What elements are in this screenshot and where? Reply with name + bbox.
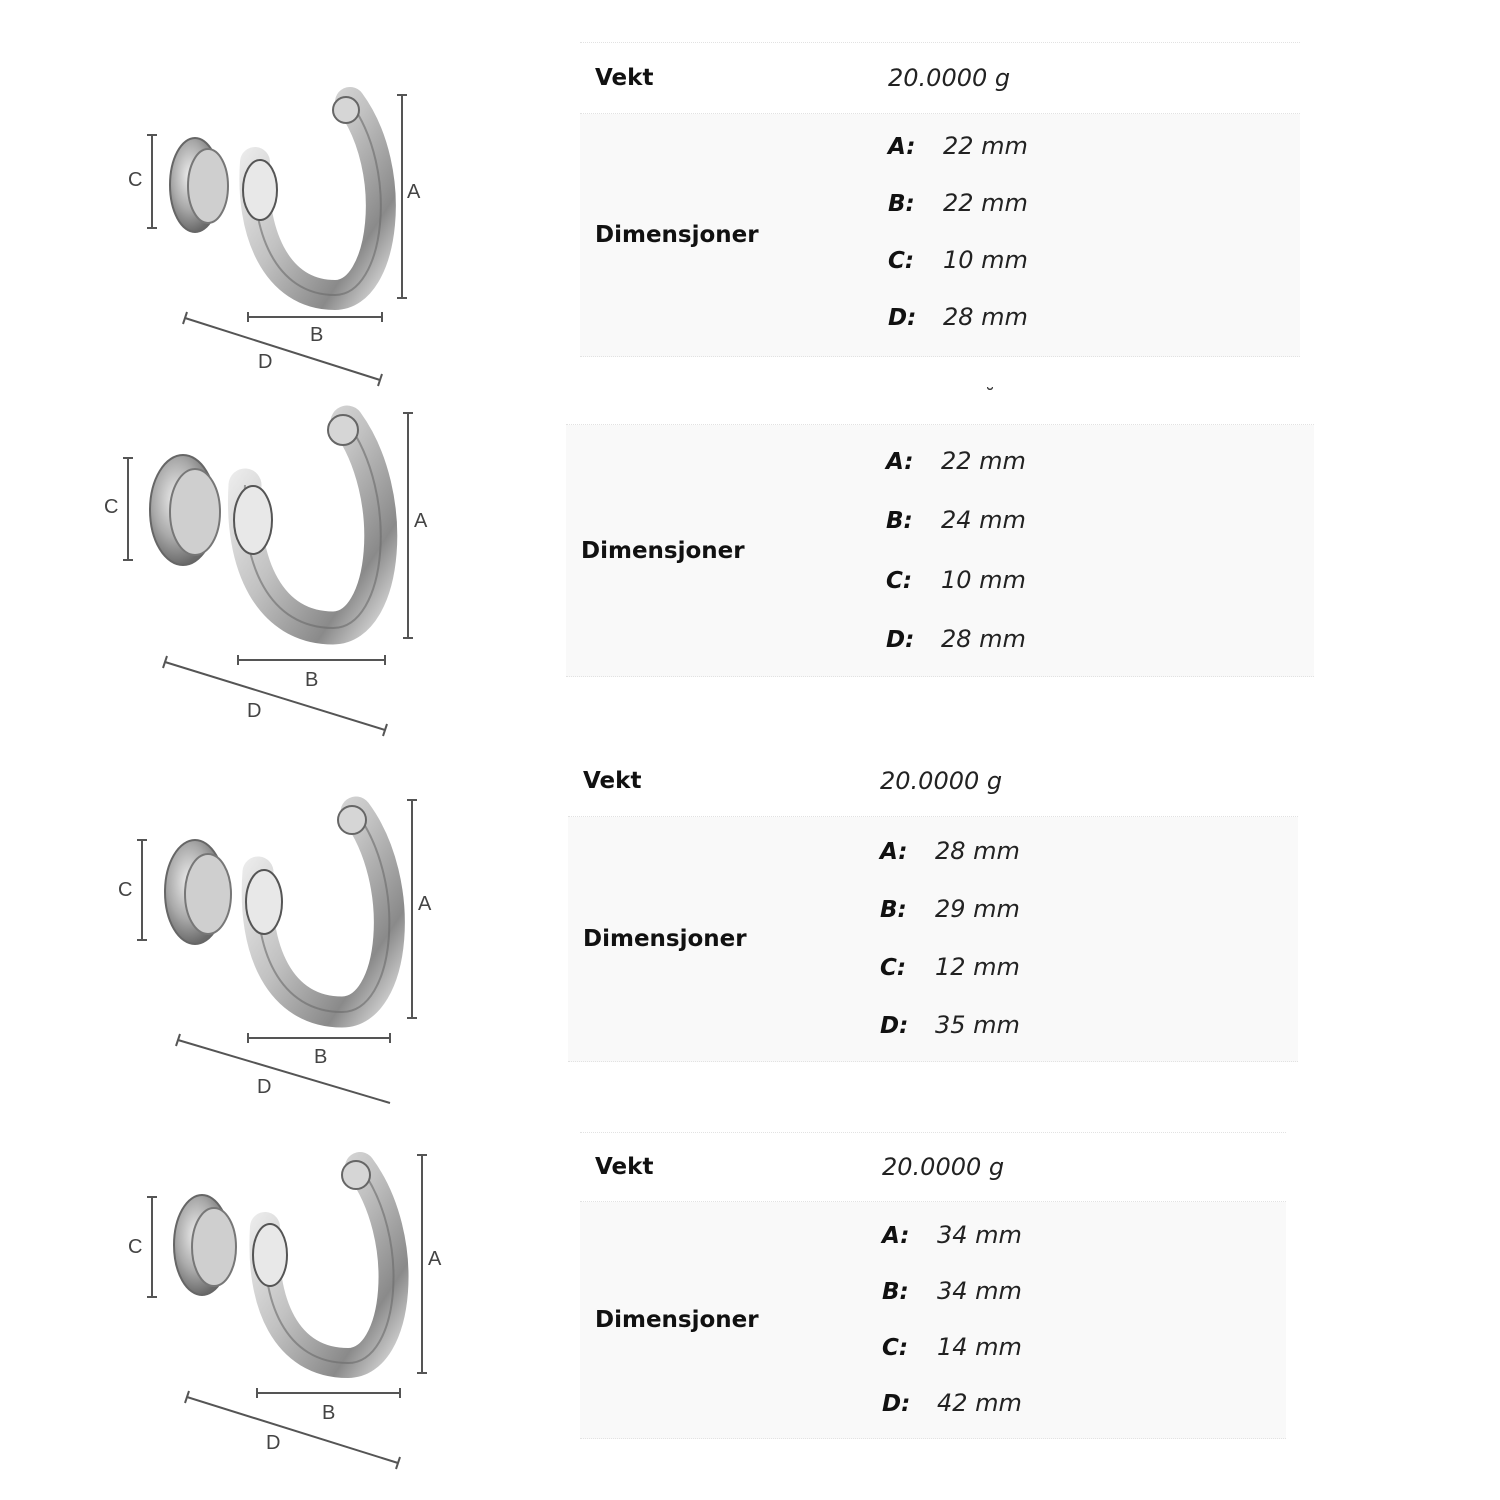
- dim-label-b: B: [322, 1402, 336, 1424]
- dimension-c: C: 10 mm: [886, 566, 1026, 594]
- dimension-list: [882, 1202, 1282, 1438]
- weight-value: 20.0000 g: [888, 64, 1011, 92]
- dimensions-label: Dimensjoner: [595, 222, 759, 248]
- dim-label-d: D: [266, 1432, 281, 1454]
- hook-drawing-icon: [174, 1161, 394, 1363]
- dimension-d: D: 35 mm: [880, 1011, 1020, 1039]
- dim-label-b: B: [305, 669, 319, 691]
- hook-drawing-icon: [165, 806, 389, 1012]
- dimension-b: B: 24 mm: [886, 506, 1026, 534]
- dimensions-row: [566, 425, 1314, 677]
- dimension-b: B: 29 mm: [880, 895, 1020, 923]
- dim-label-d: D: [247, 700, 262, 722]
- hook-drawing-1: [110, 80, 421, 390]
- dimension-c: C: 14 mm: [882, 1333, 1022, 1361]
- weight-label: Vekt: [595, 65, 654, 91]
- dimension-c: C: 10 mm: [888, 246, 1028, 274]
- weight-label: Vekt: [583, 768, 642, 794]
- weight-value: 20.0000 g: [882, 1153, 1005, 1181]
- dim-label-c: C: [104, 496, 119, 518]
- dimension-d: D: 42 mm: [882, 1389, 1022, 1417]
- dimensions-row: [580, 1202, 1286, 1439]
- dim-label-b: B: [314, 1046, 328, 1068]
- weight-label: Vekt: [595, 1154, 654, 1180]
- dimension-c: C: 12 mm: [880, 953, 1020, 981]
- dimension-list: [886, 425, 1286, 676]
- dim-label-a: A: [428, 1248, 442, 1270]
- spec-table-1: [580, 42, 1300, 357]
- weight-row: [580, 43, 1300, 114]
- dimension-d: D: 28 mm: [888, 303, 1028, 331]
- dim-label-c: C: [128, 1236, 143, 1258]
- dimension-list: [880, 817, 1280, 1061]
- hook-drawing-3: [110, 790, 432, 1110]
- spec-table-2: [566, 424, 1314, 677]
- weight-row: [580, 1133, 1286, 1202]
- hook-drawing-2: [95, 400, 428, 740]
- dimension-a: A: 22 mm: [888, 132, 1028, 160]
- dim-label-a: A: [418, 893, 432, 915]
- dimension-b: B: 22 mm: [888, 189, 1028, 217]
- dimension-a: A: 34 mm: [882, 1221, 1022, 1249]
- dimension-a: A: 22 mm: [886, 447, 1026, 475]
- spec-table-3: [568, 746, 1298, 1062]
- dim-label-d: D: [257, 1076, 272, 1098]
- hook-drawing-4: [110, 1145, 442, 1475]
- dim-label-a: A: [414, 510, 428, 532]
- dimension-b: B: 34 mm: [882, 1277, 1022, 1305]
- dim-label-b: B: [310, 324, 324, 346]
- dimensions-label: Dimensjoner: [583, 926, 747, 952]
- dimensions-label: Dimensjoner: [581, 537, 745, 564]
- weight-value: 20.0000 g: [880, 767, 1003, 795]
- dim-label-d: D: [258, 351, 273, 373]
- dim-label-a: A: [407, 181, 421, 203]
- dimension-d: D: 28 mm: [886, 625, 1026, 653]
- hook-drawing-icon: [170, 97, 381, 295]
- dimensions-row: [568, 817, 1298, 1062]
- dimensions-row: [580, 114, 1300, 357]
- dimensions-label: Dimensjoner: [595, 1307, 759, 1333]
- dim-label-c: C: [128, 169, 143, 191]
- hook-drawing-icon: [150, 415, 381, 628]
- weight-row: [568, 746, 1298, 817]
- dim-label-c: C: [118, 879, 133, 901]
- dimension-a: A: 28 mm: [880, 837, 1020, 865]
- dimension-list: [888, 114, 1288, 356]
- spec-table-4: [580, 1132, 1286, 1439]
- cropped-text-fragment: ˘: [985, 384, 995, 408]
